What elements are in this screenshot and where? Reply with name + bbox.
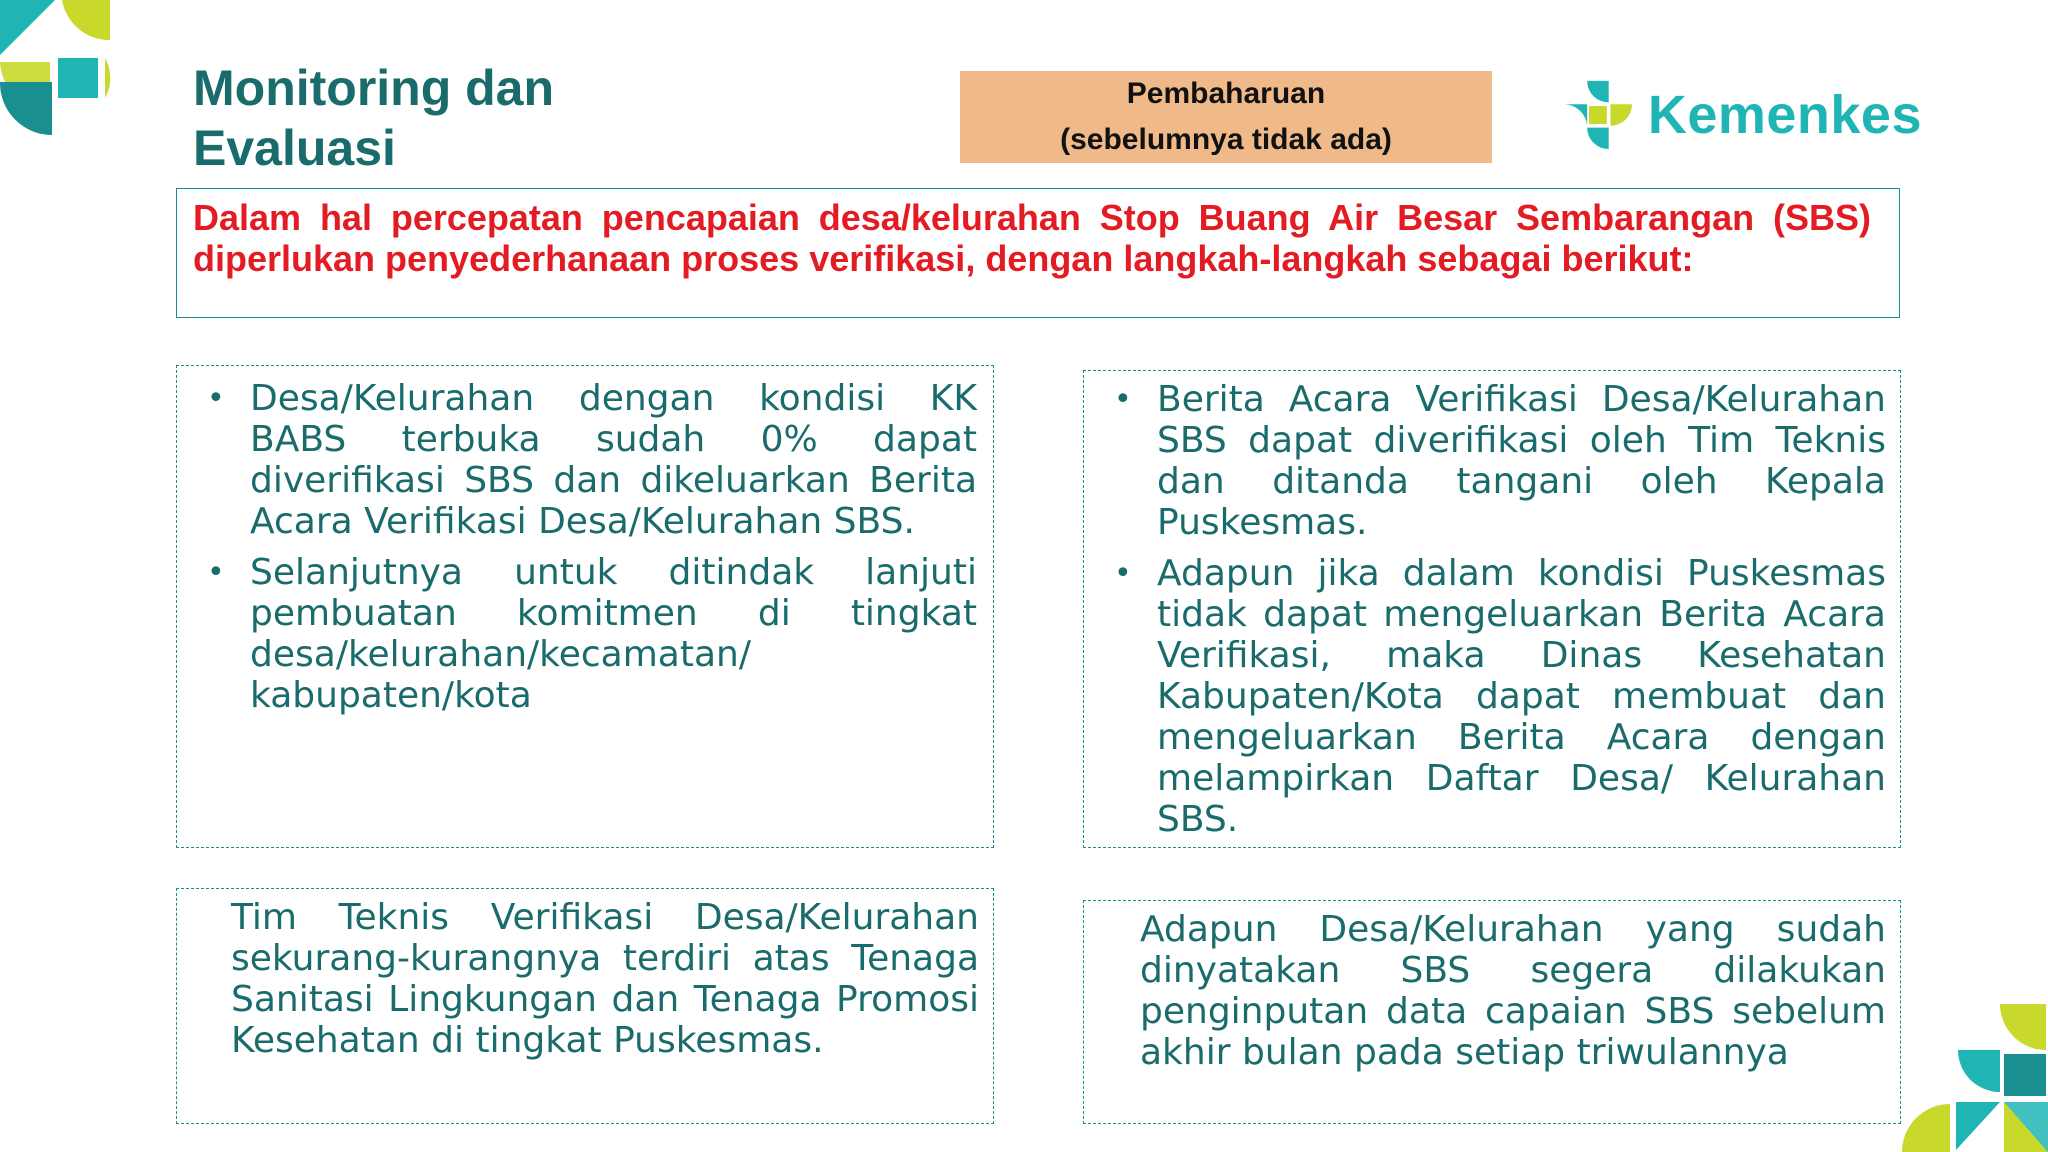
left-top-box [176, 365, 994, 848]
right-top-box [1083, 370, 1901, 848]
bullet-icon: • [207, 381, 225, 416]
list-item [1114, 553, 1886, 840]
badge-line-2: (sebelumnya tidak ada) [1060, 123, 1392, 156]
list-item-text: Adapun jika dalam kondisi Puskesmas tidak dapat mengeluarkan Berita Acara Verifikasi, maka Dinas Kesehatan Kabupaten/Kota dapat membuat dan mengeluarkan Berita Acara dengan melampirkan Daftar Desa/ Kelurahan SBS. [1157, 553, 1886, 840]
kemenkes-logo [1562, 72, 1922, 157]
bullet-icon: • [207, 555, 225, 590]
kemenkes-logo-icon [1562, 75, 1634, 155]
bullet-icon: • [1114, 382, 1132, 417]
logo-text: Kemenkes [1647, 84, 1922, 145]
bullet-icon: • [1114, 556, 1132, 591]
list-item-text: Selanjutnya untuk ditindak lanjuti pembuatan komitmen di tingkat desa/kelurahan/kecamatan/ kabupaten/kota [250, 552, 977, 716]
page-title: Monitoring dan Evaluasi [193, 60, 555, 176]
left-top-bullets [207, 378, 977, 716]
team-text: Tim Teknis Verifikasi Desa/Kelurahan sekurang-kurangnya terdiri atas Tenaga Sanitasi Lingkungan dan Tenaga Promosi Kesehatan di tingkat Puskesmas. [231, 897, 979, 1061]
list-item-text: Desa/Kelurahan dengan kondisi KK BABS terbuka sudah 0% dapat diverifikasi SBS dan dikeluarkan Berita Acara Verifikasi Desa/Kelurahan SBS. [250, 378, 977, 542]
right-bottom-box [1083, 900, 1901, 1124]
list-item [1114, 379, 1886, 543]
input-text: Adapun Desa/Kelurahan yang sudah dinyatakan SBS segera dilakukan penginputan data capaian SBS sebelum akhir bulan pada setiap triwulannya [1140, 909, 1886, 1073]
list-item [207, 378, 977, 542]
list-item-text: Berita Acara Verifikasi Desa/Kelurahan SBS dapat diverifikasi oleh Tim Teknis dan ditanda tangani oleh Kepala Puskesmas. [1157, 379, 1886, 543]
badge-line-1: Pembaharuan [1126, 77, 1326, 110]
right-top-bullets [1114, 379, 1886, 840]
left-bottom-box [176, 888, 994, 1124]
intro-text: Dalam hal percepatan pencapaian desa/kelurahan Stop Buang Air Besar Sembarangan (SBS) diperlukan penyederhanaan proses verifikasi, dengan langkah-langkah sebagai berikut: [193, 197, 1871, 279]
update-badge [960, 71, 1492, 163]
list-item [207, 552, 977, 716]
corner-decoration-top-left [0, 0, 150, 150]
intro-box [176, 188, 1900, 318]
corner-decoration-bottom-right [1900, 1002, 2048, 1152]
